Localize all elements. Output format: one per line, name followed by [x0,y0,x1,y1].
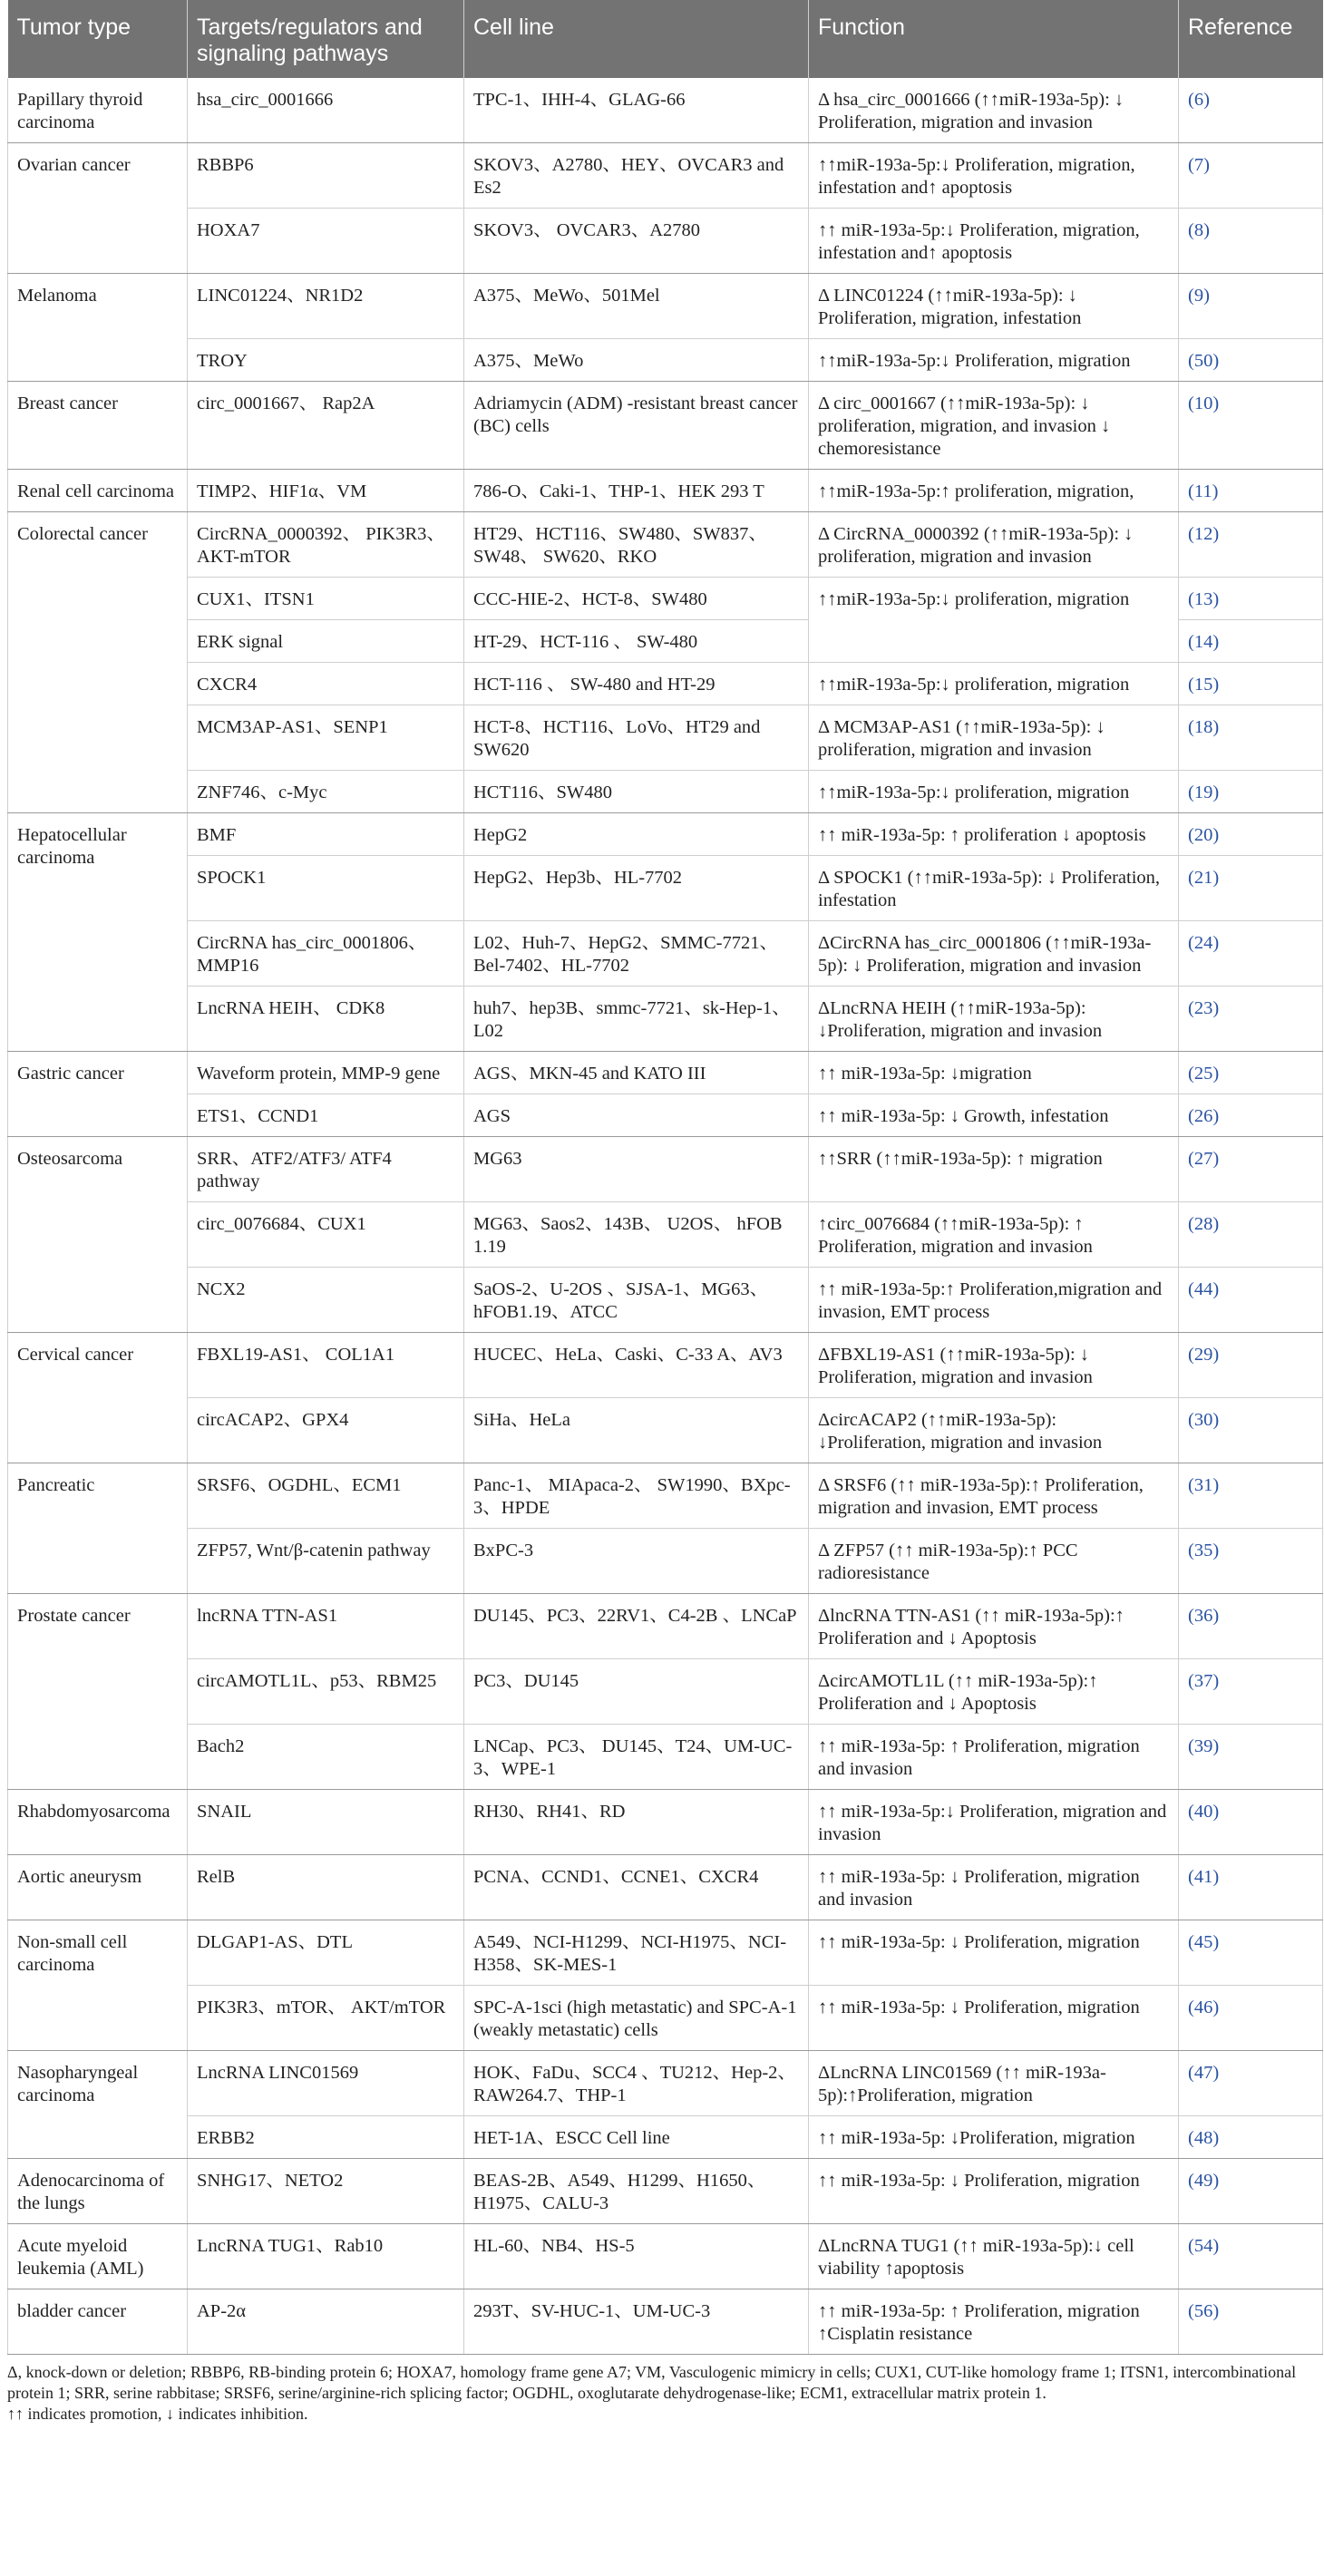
reference-link[interactable]: (31) [1179,1463,1323,1529]
cell-target: RelB [188,1855,464,1920]
reference-link[interactable]: (39) [1179,1725,1323,1790]
cell-target: LINC01224、NR1D2 [188,274,464,339]
cell-function: ↑↑ miR-193a-5p: ↓ Proliferation, migration [809,1920,1179,1986]
table-row [8,2116,1323,2159]
cell-target: SPOCK1 [188,856,464,921]
table-row [8,921,1323,987]
cell-function: ΔLncRNA LINC01569 (↑↑ miR-193a-5p):↑Proliferation, migration [809,2051,1179,2116]
reference-link[interactable]: (54) [1179,2224,1323,2289]
table-row [8,987,1323,1052]
reference-link[interactable]: (9) [1179,274,1323,339]
table-row [8,1986,1323,2051]
cell-cell-line: L02、Huh-7、HepG2、SMMC-7721、Bel-7402、HL-7702 [464,921,809,987]
cell-tumor-type: Acute myeloid leukemia (AML) [8,2224,188,2289]
cell-target: MCM3AP-AS1、SENP1 [188,705,464,771]
table-row [8,1855,1323,1920]
reference-link[interactable]: (35) [1179,1529,1323,1594]
cell-cell-line: MG63 [464,1137,809,1202]
cell-target: TIMP2、HIF1α、VM [188,470,464,512]
table-row [8,382,1323,470]
cell-function: Δ CircRNA_0000392 (↑↑miR-193a-5p): ↓ proliferation, migration and invasion [809,512,1179,578]
cell-tumor-type: Rhabdomyosarcoma [8,1790,188,1855]
cell-function: ↑↑SRR (↑↑miR-193a-5p): ↑ migration [809,1137,1179,1202]
cell-tumor-type: bladder cancer [8,2289,188,2355]
cell-target: LncRNA HEIH、 CDK8 [188,987,464,1052]
reference-link[interactable]: (14) [1179,620,1323,663]
cell-target: SRSF6、OGDHL、ECM1 [188,1463,464,1529]
table-row [8,1137,1323,1202]
table-row [8,2289,1323,2355]
reference-link[interactable]: (24) [1179,921,1323,987]
cell-cell-line: SiHa、HeLa [464,1398,809,1463]
table-row [8,339,1323,382]
reference-link[interactable]: (46) [1179,1986,1323,2051]
cell-target: SRR、ATF2/ATF3/ ATF4 pathway [188,1137,464,1202]
cell-target: circAMOTL1L、p53、RBM25 [188,1659,464,1725]
cell-function: ↑↑miR-193a-5p:↑ proliferation, migration, [809,470,1179,512]
cell-cell-line: SKOV3、A2780、HEY、OVCAR3 and Es2 [464,143,809,209]
cell-cell-line: 786-O、Caki-1、THP-1、HEK 293 T [464,470,809,512]
cell-cell-line: HT-29、HCT-116 、 SW-480 [464,620,809,663]
reference-link[interactable]: (40) [1179,1790,1323,1855]
table-row [8,2159,1323,2224]
reference-link[interactable]: (21) [1179,856,1323,921]
cell-cell-line: Panc-1、 MIApaca-2、 SW1990、BXpc-3、HPDE [464,1463,809,1529]
cell-cell-line: HCT116、SW480 [464,771,809,813]
table-row [8,2051,1323,2116]
cell-function: ↑↑ miR-193a-5p: ↓ Proliferation, migration and invasion [809,1855,1179,1920]
cell-cell-line: HepG2 [464,813,809,856]
cell-cell-line: SPC-A-1sci (high metastatic) and SPC-A-1 (weakly metastatic) cells [464,1986,809,2051]
cell-cell-line: HOK、FaDu、SCC4 、TU212、Hep-2、RAW264.7、THP-1 [464,2051,809,2116]
reference-link[interactable]: (7) [1179,143,1323,209]
cell-function: Δ SRSF6 (↑↑ miR-193a-5p):↑ Proliferation, migration and invasion, EMT process [809,1463,1179,1529]
cell-target: NCX2 [188,1268,464,1333]
cell-cell-line: CCC-HIE-2、HCT-8、SW480 [464,578,809,620]
reference-link[interactable]: (37) [1179,1659,1323,1725]
cell-function: Δ SPOCK1 (↑↑miR-193a-5p): ↓ Proliferation, infestation [809,856,1179,921]
cell-function: ↑↑miR-193a-5p:↓ proliferation, migration [809,578,1179,663]
cell-function: ↑↑ miR-193a-5p: ↑ Proliferation, migration and invasion [809,1725,1179,1790]
table-row [8,209,1323,274]
reference-link[interactable]: (48) [1179,2116,1323,2159]
cell-target: BMF [188,813,464,856]
cell-target: lncRNA TTN-AS1 [188,1594,464,1659]
cell-function: ↑↑ miR-193a-5p: ↓migration [809,1052,1179,1094]
cell-function: Δ hsa_circ_0001666 (↑↑miR-193a-5p): ↓ Proliferation, migration and invasion [809,78,1179,143]
reference-link[interactable]: (20) [1179,813,1323,856]
table-row [8,1725,1323,1790]
header-tumor-type: Tumor type [8,0,188,78]
reference-link[interactable]: (56) [1179,2289,1323,2355]
cell-cell-line: A375、MeWo、501Mel [464,274,809,339]
cell-target: LncRNA TUG1、Rab10 [188,2224,464,2289]
cell-tumor-type: Cervical cancer [8,1333,188,1463]
footnote-symbols: ↑↑ indicates promotion, ↓ indicates inhibition. [7,2405,308,2423]
table-row [8,1094,1323,1137]
reference-link[interactable]: (36) [1179,1594,1323,1659]
cell-target: circ_0076684、CUX1 [188,1202,464,1268]
reference-link[interactable]: (11) [1179,470,1323,512]
cell-cell-line: MG63、Saos2、143B、 U2OS、 hFOB 1.19 [464,1202,809,1268]
cell-cell-line: HCT-116 、 SW-480 and HT-29 [464,663,809,705]
cell-function: ΔlncRNA TTN-AS1 (↑↑ miR-193a-5p):↑ Proliferation and ↓ Apoptosis [809,1594,1179,1659]
cell-target: ERK signal [188,620,464,663]
reference-link[interactable]: (25) [1179,1052,1323,1094]
cell-tumor-type: Breast cancer [8,382,188,470]
cell-cell-line: PCNA、CCND1、CCNE1、CXCR4 [464,1855,809,1920]
cell-cell-line: 293T、SV-HUC-1、UM-UC-3 [464,2289,809,2355]
table-row [8,78,1323,143]
cell-function: ΔcircACAP2 (↑↑miR-193a-5p): ↓Proliferation, migration and invasion [809,1398,1179,1463]
cell-cell-line: LNCap、PC3、 DU145、T24、UM-UC-3、WPE-1 [464,1725,809,1790]
cell-tumor-type: Osteosarcoma [8,1137,188,1333]
cell-tumor-type: Aortic aneurysm [8,1855,188,1920]
cell-function: ↑↑ miR-193a-5p: ↓ Growth, infestation [809,1094,1179,1137]
reference-link[interactable]: (28) [1179,1202,1323,1268]
table-row [8,813,1323,856]
cell-function: ↑↑miR-193a-5p:↓ proliferation, migration [809,663,1179,705]
table-row [8,771,1323,813]
cell-cell-line: HET-1A、ESCC Cell line [464,2116,809,2159]
cell-cell-line: A375、MeWo [464,339,809,382]
reference-link[interactable]: (10) [1179,382,1323,470]
table-row [8,470,1323,512]
cell-target: PIK3R3、mTOR、 AKT/mTOR [188,1986,464,2051]
reference-link[interactable]: (30) [1179,1398,1323,1463]
table-row [8,1052,1323,1094]
cell-function: ↑↑ miR-193a-5p: ↑ proliferation ↓ apoptosis [809,813,1179,856]
table-row [8,1920,1323,1986]
table-row [8,1398,1323,1463]
cell-target: ETS1、CCND1 [188,1094,464,1137]
cell-function: ΔFBXL19-AS1 (↑↑miR-193a-5p): ↓ Proliferation, migration and invasion [809,1333,1179,1398]
cell-function: ΔCircRNA has_circ_0001806 (↑↑miR-193a-5p): ↓ Proliferation, migration and invasion [809,921,1179,987]
table-row [8,143,1323,209]
footnote-abbreviations: Δ, knock-down or deletion; RBBP6, RB-binding protein 6; HOXA7, homology frame gene A7; VM, Vasculogenic mimicry in cells; CUX1, CUT-like homology frame 1; ITSN1, intercombinational protein 1; SRR, serine rabbitase; SRSF6, serine/arginine-rich splicing factor; OGDHL, oxoglutarate dehydrogenase-like; ECM1, extracellular matrix protein 1. [7,2363,1297,2402]
cell-function: ↑↑ miR-193a-5p:↑ Proliferation,migration and invasion, EMT process [809,1268,1179,1333]
cell-function: ↑↑ miR-193a-5p:↓ Proliferation, migration, infestation and↑ apoptosis [809,209,1179,274]
header-targets: Targets/regulators and signaling pathways [188,0,464,78]
table-footnote [7,2362,1324,2425]
cell-target: Bach2 [188,1725,464,1790]
cell-cell-line: A549、NCI-H1299、NCI-H1975、NCI-H358、SK-MES-1 [464,1920,809,1986]
cell-target: ZFP57, Wnt/β-catenin pathway [188,1529,464,1594]
header-cell-line: Cell line [464,0,809,78]
reference-link[interactable]: (45) [1179,1920,1323,1986]
cell-cell-line: RH30、RH41、RD [464,1790,809,1855]
reference-link[interactable]: (15) [1179,663,1323,705]
cell-tumor-type: Papillary thyroid carcinoma [8,78,188,143]
cell-target: FBXL19-AS1、 COL1A1 [188,1333,464,1398]
cell-target: CXCR4 [188,663,464,705]
reference-link[interactable]: (8) [1179,209,1323,274]
table-row [8,705,1323,771]
cell-target: SNHG17、NETO2 [188,2159,464,2224]
cell-cell-line: Adriamycin (ADM) -resistant breast cancer (BC) cells [464,382,809,470]
table-row [8,1333,1323,1398]
cell-function: ↑circ_0076684 (↑↑miR-193a-5p): ↑ Proliferation, migration and invasion [809,1202,1179,1268]
cell-target: AP-2α [188,2289,464,2355]
cell-tumor-type: Prostate cancer [8,1594,188,1790]
reference-link[interactable]: (6) [1179,78,1323,143]
reference-link[interactable]: (13) [1179,578,1323,620]
cell-cell-line: AGS、MKN-45 and KATO III [464,1052,809,1094]
cell-function: ↑↑ miR-193a-5p: ↑ Proliferation, migration ↑Cisplatin resistance [809,2289,1179,2355]
cell-target: RBBP6 [188,143,464,209]
table-body [8,78,1323,2355]
reference-link[interactable]: (23) [1179,987,1323,1052]
cell-cell-line: HepG2、Hep3b、HL-7702 [464,856,809,921]
reference-link[interactable]: (44) [1179,1268,1323,1333]
header-row [8,0,1323,78]
cell-target: ZNF746、c-Myc [188,771,464,813]
table-row [8,1268,1323,1333]
cell-function: ↑↑ miR-193a-5p:↓ Proliferation, migration and invasion [809,1790,1179,1855]
cell-target: hsa_circ_0001666 [188,78,464,143]
cell-tumor-type: Adenocarcinoma of the lungs [8,2159,188,2224]
table-row [8,856,1323,921]
table-row [8,512,1323,578]
cell-tumor-type: Ovarian cancer [8,143,188,274]
table-row [8,1790,1323,1855]
cell-tumor-type: Hepatocellular carcinoma [8,813,188,1052]
reference-link[interactable]: (18) [1179,705,1323,771]
table-row [8,663,1323,705]
reference-link[interactable]: (49) [1179,2159,1323,2224]
table-row [8,1202,1323,1268]
cell-function: Δ MCM3AP-AS1 (↑↑miR-193a-5p): ↓ proliferation, migration and invasion [809,705,1179,771]
table-row [8,274,1323,339]
cell-function: Δ LINC01224 (↑↑miR-193a-5p): ↓ Proliferation, migration, infestation [809,274,1179,339]
cell-target: CircRNA has_circ_0001806、MMP16 [188,921,464,987]
cell-target: ERBB2 [188,2116,464,2159]
cell-target: TROY [188,339,464,382]
reference-link[interactable]: (41) [1179,1855,1323,1920]
reference-link[interactable]: (50) [1179,339,1323,382]
cell-cell-line: DU145、PC3、22RV1、C4-2B 、LNCaP [464,1594,809,1659]
cell-target: DLGAP1-AS、DTL [188,1920,464,1986]
reference-link[interactable]: (12) [1179,512,1323,578]
cell-target: Waveform protein, MMP-9 gene [188,1052,464,1094]
reference-link[interactable]: (26) [1179,1094,1323,1137]
cell-cell-line: SKOV3、 OVCAR3、A2780 [464,209,809,274]
cell-target: SNAIL [188,1790,464,1855]
table-row [8,578,1323,620]
cell-target: CUX1、ITSN1 [188,578,464,620]
cell-cell-line: HT29、HCT116、SW480、SW837、SW48、 SW620、RKO [464,512,809,578]
cell-cell-line: PC3、DU145 [464,1659,809,1725]
header-function: Function [809,0,1179,78]
cell-tumor-type: Gastric cancer [8,1052,188,1137]
cell-cell-line: BxPC-3 [464,1529,809,1594]
table-row [8,1594,1323,1659]
reference-link[interactable]: (27) [1179,1137,1323,1202]
cell-tumor-type: Non-small cell carcinoma [8,1920,188,2051]
reference-link[interactable]: (29) [1179,1333,1323,1398]
cell-function: Δ ZFP57 (↑↑ miR-193a-5p):↑ PCC radioresistance [809,1529,1179,1594]
cell-function: ΔLncRNA HEIH (↑↑miR-193a-5p): ↓Proliferation, migration and invasion [809,987,1179,1052]
cell-target: CircRNA_0000392、 PIK3R3、 AKT-mTOR [188,512,464,578]
reference-link[interactable]: (47) [1179,2051,1323,2116]
cell-function: ΔcircAMOTL1L (↑↑ miR-193a-5p):↑ Proliferation and ↓ Apoptosis [809,1659,1179,1725]
cell-cell-line: HL-60、NB4、HS-5 [464,2224,809,2289]
cell-tumor-type: Colorectal cancer [8,512,188,813]
table-row [8,1659,1323,1725]
cell-function: ↑↑miR-193a-5p:↓ Proliferation, migration, infestation and↑ apoptosis [809,143,1179,209]
cell-function: ↑↑ miR-193a-5p: ↓ Proliferation, migration [809,2159,1179,2224]
cell-target: HOXA7 [188,209,464,274]
cell-tumor-type: Nasopharyngeal carcinoma [8,2051,188,2159]
reference-link[interactable]: (19) [1179,771,1323,813]
cell-function: Δ circ_0001667 (↑↑miR-193a-5p): ↓ proliferation, migration, and invasion ↓ chemoresistance [809,382,1179,470]
cell-cell-line: BEAS-2B、A549、H1299、H1650、H1975、CALU-3 [464,2159,809,2224]
cell-tumor-type: Pancreatic [8,1463,188,1594]
cell-cell-line: AGS [464,1094,809,1137]
table-row [8,2224,1323,2289]
cell-target: circ_0001667、 Rap2A [188,382,464,470]
cell-tumor-type: Melanoma [8,274,188,382]
cell-function: ↑↑ miR-193a-5p: ↓ Proliferation, migration [809,1986,1179,2051]
cell-function: ΔLncRNA TUG1 (↑↑ miR-193a-5p):↓ cell viability ↑apoptosis [809,2224,1179,2289]
header-reference: Reference [1179,0,1323,78]
cell-target: circACAP2、GPX4 [188,1398,464,1463]
data-table [7,0,1323,2355]
cell-function: ↑↑miR-193a-5p:↓ Proliferation, migration [809,339,1179,382]
cell-function: ↑↑ miR-193a-5p: ↓Proliferation, migration [809,2116,1179,2159]
cell-tumor-type: Renal cell carcinoma [8,470,188,512]
cell-cell-line: HUCEC、HeLa、Caski、C-33 A、AV3 [464,1333,809,1398]
cell-cell-line: SaOS-2、U-2OS 、SJSA-1、MG63、hFOB1.19、ATCC [464,1268,809,1333]
table-row [8,1463,1323,1529]
cell-cell-line: TPC-1、IHH-4、GLAG-66 [464,78,809,143]
table-row [8,1529,1323,1594]
cell-cell-line: huh7、hep3B、smmc-7721、sk-Hep-1、L02 [464,987,809,1052]
cell-cell-line: HCT-8、HCT116、LoVo、HT29 and SW620 [464,705,809,771]
cell-function: ↑↑miR-193a-5p:↓ proliferation, migration [809,771,1179,813]
cell-target: LncRNA LINC01569 [188,2051,464,2116]
